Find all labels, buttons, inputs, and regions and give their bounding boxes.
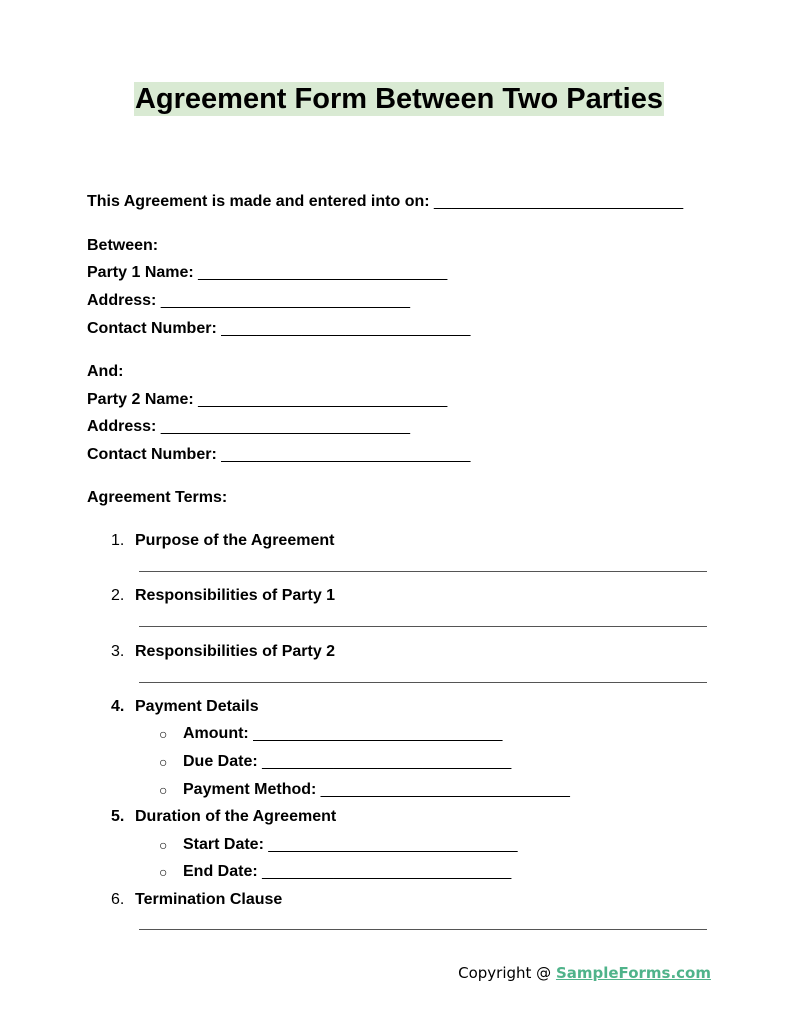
- term-party1-responsibilities-label: Responsibilities of Party 1: [135, 587, 336, 604]
- term-number: 6.: [111, 891, 125, 908]
- bullet-icon: ○: [159, 726, 168, 742]
- title-wrapper: [0, 82, 798, 116]
- copyright-prefix: Copyright @: [458, 964, 556, 982]
- party1-address-line: [87, 291, 410, 311]
- party1-contact-label: Contact Number:: [87, 320, 217, 337]
- party1-contact-line: [87, 319, 470, 339]
- payment-method-label: Payment Method:: [183, 781, 317, 798]
- payment-amount-field[interactable]: ____________________________: [253, 725, 503, 742]
- payment-due-date-field[interactable]: ____________________________: [262, 753, 512, 770]
- brand-link[interactable]: SampleForms.com: [555, 964, 711, 982]
- start-date-line: [183, 835, 518, 855]
- payment-due-date-label: Due Date:: [183, 753, 258, 770]
- end-date-line: [183, 862, 511, 882]
- party2-address-field[interactable]: ____________________________: [160, 418, 410, 435]
- payment-due-date-line: [183, 752, 511, 772]
- party1-address-label: Address:: [87, 292, 157, 309]
- party2-name-label: Party 2 Name:: [87, 391, 194, 408]
- bullet-icon: ○: [159, 754, 168, 770]
- term-purpose-label: Purpose of the Agreement: [135, 532, 335, 549]
- copyright-footer: [458, 963, 711, 983]
- party2-heading: And:: [87, 363, 124, 380]
- agreement-date-field[interactable]: ____________________________: [434, 193, 684, 210]
- bullet-icon: ○: [159, 837, 168, 853]
- term-party2-responsibilities-line[interactable]: [139, 682, 707, 683]
- end-date-label: End Date:: [183, 863, 258, 880]
- party2-address-line: [87, 417, 410, 437]
- start-date-field[interactable]: ____________________________: [268, 836, 518, 853]
- party1-name-label: Party 1 Name:: [87, 264, 194, 281]
- term-number: 4.: [111, 698, 125, 715]
- party1-name-line: [87, 263, 447, 283]
- term-party2-responsibilities-label: Responsibilities of Party 2: [135, 643, 336, 660]
- page-title: Agreement Form Between Two Parties: [134, 83, 664, 115]
- party1-contact-field[interactable]: ____________________________: [221, 320, 471, 337]
- term-number: 2.: [111, 587, 125, 604]
- payment-amount-line: [183, 724, 502, 744]
- party2-address-label: Address:: [87, 418, 157, 435]
- agreement-date-label: This Agreement is made and entered into on:: [87, 193, 430, 210]
- term-number: 3.: [111, 643, 125, 660]
- party1-address-field[interactable]: ____________________________: [160, 292, 410, 309]
- party2-name-field[interactable]: ____________________________: [198, 391, 448, 408]
- term-party1-responsibilities-line[interactable]: [139, 626, 707, 627]
- term-duration-label: Duration of the Agreement: [135, 808, 337, 825]
- party2-name-line: [87, 390, 447, 410]
- terms-heading: Agreement Terms:: [87, 489, 228, 506]
- party2-contact-line: [87, 445, 470, 465]
- agreement-date-line: [87, 192, 683, 212]
- term-purpose-line[interactable]: [139, 571, 707, 572]
- term-termination-label: Termination Clause: [135, 891, 283, 908]
- term-number: 5.: [111, 808, 125, 825]
- end-date-field[interactable]: ____________________________: [262, 863, 512, 880]
- term-payment-label: Payment Details: [135, 698, 259, 715]
- party2-contact-field[interactable]: ____________________________: [221, 446, 471, 463]
- term-number: 1.: [111, 532, 125, 549]
- start-date-label: Start Date:: [183, 836, 264, 853]
- payment-method-line: [183, 780, 570, 800]
- bullet-icon: ○: [159, 864, 168, 880]
- party2-contact-label: Contact Number:: [87, 446, 217, 463]
- term-termination-line[interactable]: [139, 929, 707, 930]
- bullet-icon: ○: [159, 782, 168, 798]
- payment-method-field[interactable]: ____________________________: [320, 781, 570, 798]
- party1-heading: Between:: [87, 237, 159, 254]
- party1-name-field[interactable]: ____________________________: [198, 264, 448, 281]
- payment-amount-label: Amount:: [183, 725, 249, 742]
